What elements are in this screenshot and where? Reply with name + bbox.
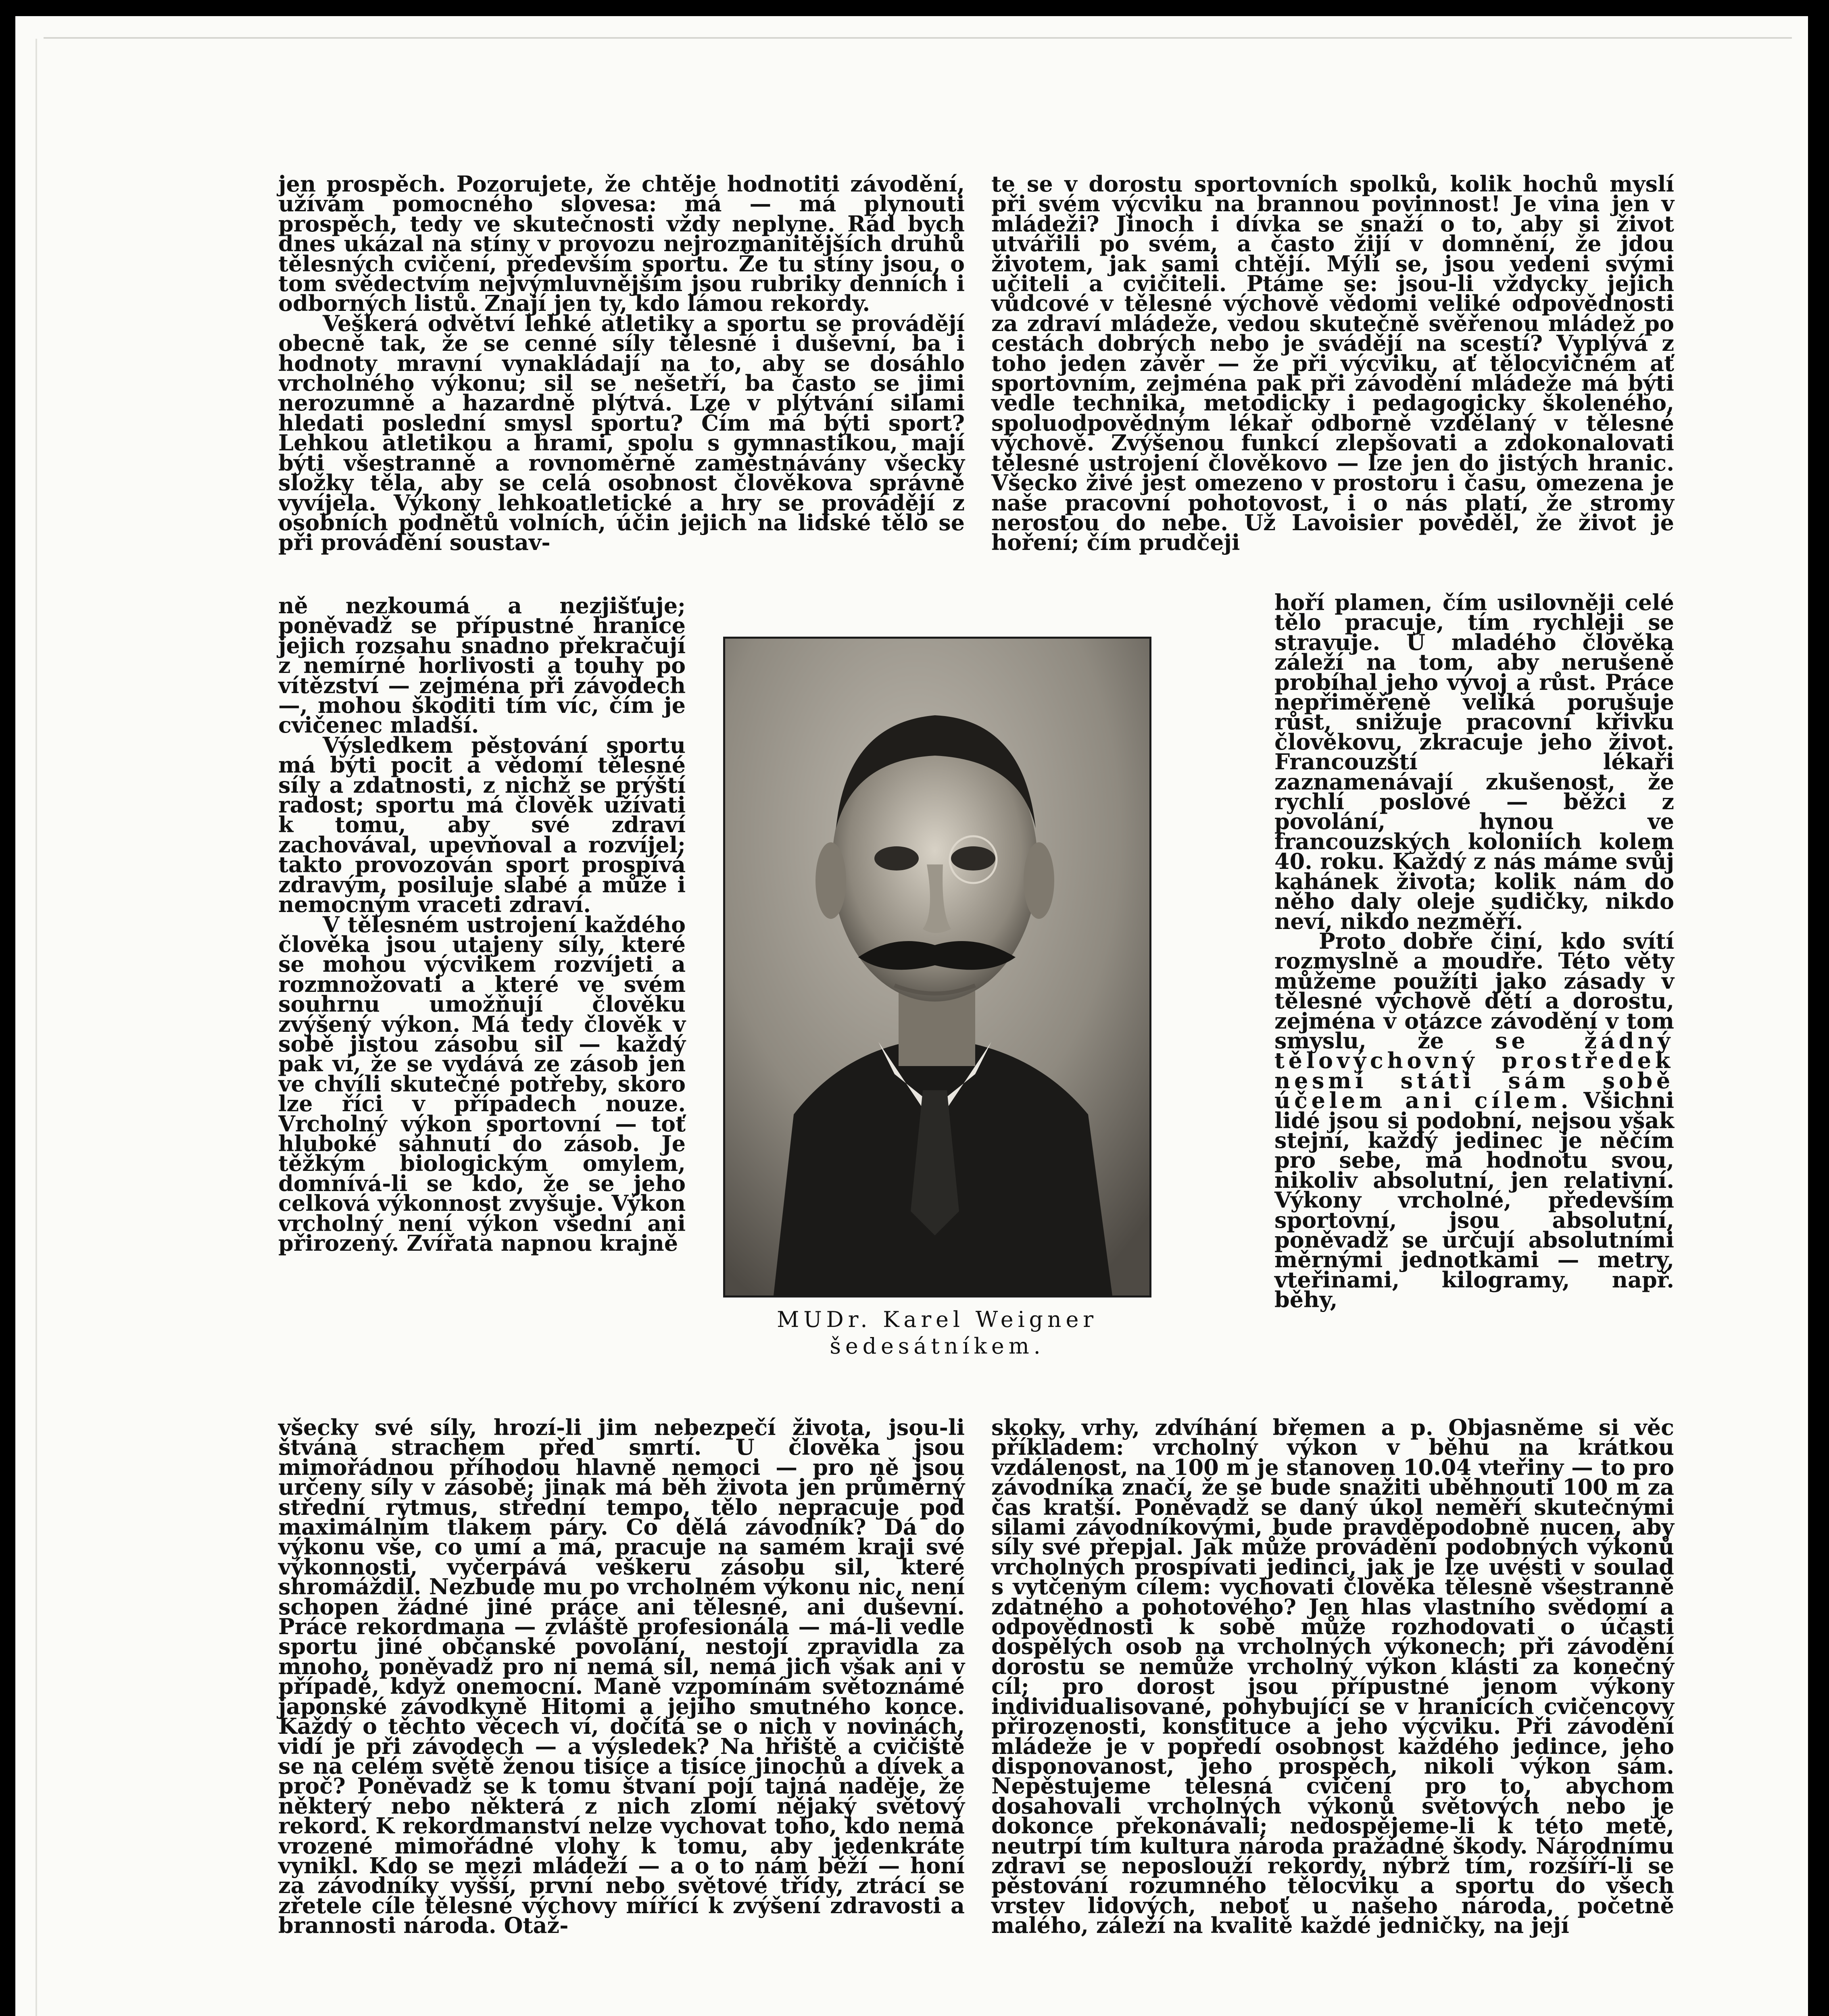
right-paragraph-1: te se v dorostu sportovních spolků, kolik hochů myslí při svém výcviku na brannou povinnost! Je vina jen v mládeži? Jinoch i dívka se snaží o to, aby si život utvářili po svém, a často žijí v domnění, že jdou životem, jak sami chtějí. Mýlí se, jsou vedeni svými učiteli a cvičiteli. Ptáme se: jsou-li vždycky jejich vůdcové v tělesné výchově vědomi veliké odpovědnosti za zdraví mládeže, vedou skutečně svěřenou mládež po cestách dobrých nebo je svádějí na scestí? Vyplývá z toho jeden závěr — že při výcviku, ať tělocvičném ať sportovním, zejména pak při závodění mládeže má býti vedle technika, metodicky i pedagogicky školeného, spoluodpovědným lékař odborně vzdělaný v tělesné výchově. Zvýšenou funkcí zlepšovati a zdokonalovati tělesné ustrojení člověkovo — lze jen do jistých hranic. Všecko živé jest omezeno v prostoru i času, omezena je naše pracovní pohotovost, i o nás platí, že stromy nerostou do nebe. Už Lavoisier pověděl, že život je hoření; čím prudčeji — [991, 171, 1674, 556]
left-paragraph-1: jen prospěch. Pozorujete, že chtěje hodnotiti závodění, užívám pomocného slovesa: má — má plynouti prospěch, tedy ve skutečnosti vždy neplyne. Rád bych dnes ukázal na stíny v provozu nejrozmanitějších druhů tělesných cvičení, především sportu. Že tu stíny jsou, o tom svědectvím nejvýmluvnějším jsou rubriky denních i odborných listů. Znají jen ty, kdo lámou rekordy. — [278, 171, 965, 317]
left-paragraph-2-continued: ně nezkoumá a nezjišťuje; poněvadž se přípustné hranice jejich rozsahu snadno překračují z nemírné horlivosti a touhy po vítězství — zejména při závodech —, mohou škoditi tím víc, čím je cvičenec mladší. — [278, 593, 686, 738]
right-paragraph-2 — [1274, 928, 1675, 1313]
scan-edge-left — [35, 39, 37, 2016]
right-paragraph-2-continued: skoky, vrhy, zdvíhání břemen a p. Objasněme si věc příkladem: vrcholný výkon v běhu na krátkou vzdálenost, na 100 m je stanoven 10.04 vteřiny — to pro závodníka značí, že se bude snažiti uběhnouti 100 m za čas kratší. Poněvadž se daný úkol neměří skutečnými silami závodníkovými, bude pravděpodobně nucen, aby síly své přepjal. Jak může provádění podobných výkonů vrcholných prospívati jedinci, jak je lze uvésti v soulad s vytčeným cílem: vychovati člověka tělesně všestranně zdatného a pohotového? Jen hlas vlastního svědomí a odpovědnosti k sobě může rozhodovati o účasti dospělých osob na vrcholných výkonech; při závodění dorostu se nemůže vrcholný výkon klásti za konečný cíl; pro dorost jsou přípustné jenom výkony individualisované, pohybující se v hranicích cvičencovy přirozenosti, konstituce a jeho výcviku. Při závodění mládeže je v popředí osobnost každého jedince, jeho disponovanost, jeho prospěch, nikoli výkon sám. Nepěstujeme tělesná cvičení pro to, abychom dosahovali vrcholných výkonů světových nebo je dokonce překonávali; nedospějeme-li k této metě, neutrpí tím kultura národa pražádné škody. Národnímu zdraví se neposlouží rekordy, nýbrž tím, rozšíří-li se pěstování rozumného tělocviku a sportu do všech vrstev lidových, neboť u našeho národa, početně malého, záleží na kvalitě každé jedničky, na její — [991, 1414, 1674, 1939]
left-column-top — [278, 171, 965, 556]
left-paragraph-2: Veškerá odvětví lehké atletiky a sportu se provádějí obecně tak, že se cenné síly tělesné i duševní, ba i hodnoty mravní vynakládají na to, aby se dosáhlo vrcholného výkonu; sil se nešetří, ba často se jimi nerozumně a hazardně plýtvá. Lze v plýtvání silami hledati poslední smysl sportu? Čím má býti sport? Lehkou atletikou a hrami, spolu s gymnastikou, mají býti všestranně a rovnoměrně zaměstnávány všecky složky těla, aby se celá osobnost člověkova správně vyvíjela. Výkony lehkoatletické a hry se provádějí z osobních podnětů volních, účin jejich na lidské tělo se při provádění soustav- — [278, 310, 965, 556]
emphasized-principle: se žádný tělovýchovný prostředek nesmí státi sám sobě účelem ani cílem — [1274, 1027, 1675, 1114]
portrait-photo — [723, 637, 1151, 1297]
left-paragraph-4-continued: všecky své síly, hrozí-li jim nebezpečí života, jsou-li štvána strachem před smrtí. U člověka jsou mimořádnou příhodou hlavně nemoci — pro ně jsou určeny síly v zásobě; jinak má běh života jen průměrný střední rytmus, střední tempo, tělo nepracuje pod maximálním tlakem páry. Co dělá závodník? Dá do výkonu vše, co umí a má, pracuje na samém kraji své výkonnosti, vyčerpává veškeru zásobu sil, které shromáždil. Nezbude mu po vrcholném výkonu nic, není schopen žádné jiné práce ani tělesné, ani duševní. Práce rekordmana — zvláště profesionála — má-li vedle sportu jiné občanské povolání, nestojí zpravidla za mnoho, poněvadž pro ni nemá sil, nemá jich však ani v případě, když onemocní. Maně vzpomínám světoznámé japonské závodkyně Hitomi a jejího smutného konce. Každý o těchto věcech ví, dočítá se o nich v novinách, vidí je při závodech — a výsledek? Na hřiště a cvičiště se na celém světě ženou tisíce a tisíce jinochů a dívek a proč? Poněvadž se k tomu štvaní pojí tajná naděje, že některý nebo některá z nich zlomí nějaký světový rekord. K rekordmanství nelze vychovat toho, kdo nemá vrozené mimořádné vlohy k tomu, aby jedenkráte vynikl. Kdo se mezi mládeží — a o to nám běží — honí za závodníky vyšší, první nebo světové třídy, ztrácí se zřetele cíle tělesné výchovy mířící k zvýšení zdravosti a brannosti národa. Otaž- — [278, 1414, 965, 1939]
left-column-bottom — [278, 1414, 965, 1939]
left-paragraph-3: Výsledkem pěstování sportu má býti pocit a vědomí tělesné síly a zdatnosti, z nichž se prýští radost; sportu má člověk užívati k tomu, aby své zdraví zachovával, upevňoval a rozvíjel; takto provozován sport prospívá zdravým, posiluje slabé a může i nemocným vraceti zdraví. — [278, 732, 686, 918]
right-paragraph-1-continued: hoří plamen, čím usilovněji celé tělo pracuje, tím rychleji se stravuje. U mladého člověka záleží na tom, aby nerušeně probíhal jeho vývoj a růst. Práce nepřiměřeně veliká porušuje růst, snižuje pracovní křivku člověkovu, zkracuje jeho život. Francouzští lékaři zaznamenávají zkušenost, že rychlí poslové — běžci z povolání, hynou ve francouzských koloniích kolem 40. roku. Každý z nás máme svůj kahánek života; kolik nám do něho daly oleje sudičky, nikdo neví, nikdo nezměří. — [1274, 589, 1674, 934]
left-paragraph-4: V tělesném ustrojení každého člověka jsou utajeny síly, které se mohou výcvikem rozvíjeti a rozmnožovati a které ve svém souhrnu umožňují člověku zvýšený výkon. Má tedy člověk v sobě jistou zásobu sil — každý pak ví, že se vydává ze zásob jen ve chvíli skutečné potřeby, skoro lze říci v případech nouze. Vrcholný výkon sportovní — toť hluboké sáhnutí do zásob. Je těžkým biologickým omylem, domnívá-li se kdo, že se jeho celková výkonnost zvyšuje. Výkon vrcholný není výkon všední ani přirozený. Zvířata napnou krajně — [278, 911, 686, 1256]
right-column-top — [991, 171, 1674, 556]
right-paragraph-2-start: Proto dobře činí, kdo svítí rozmyslně a moudře. Této věty můžeme použíti jako zásady v tělesné výchově dětí a dorostu, zejména v otázce závodění v tom smyslu, že — [1274, 928, 1674, 1054]
caption-subtitle: šedesátníkem. — [830, 1333, 1045, 1359]
right-paragraph-2-rest: . Všichni lidé jsou si podobní, nejsou však stejní, každý jedinec je něčím pro sebe, má hodnotu svou, nikoliv absolutní, jen relativní. Výkony vrcholné, především sportovní, jsou absolutní, poněvadž se určují absolutními měrnými jednotkami — metry, vteřinami, kilogramy, např. běhy, — [1274, 1087, 1675, 1313]
scan-edge-top — [44, 37, 1792, 39]
right-column-bottom — [991, 1414, 1674, 1939]
portrait-photo-drawing — [725, 639, 1149, 1295]
left-column-narrow — [278, 593, 686, 1256]
photo-caption — [723, 1306, 1151, 1360]
right-column-narrow — [1274, 589, 1675, 1313]
caption-name: MUDr. Karel Weigner — [777, 1307, 1098, 1332]
